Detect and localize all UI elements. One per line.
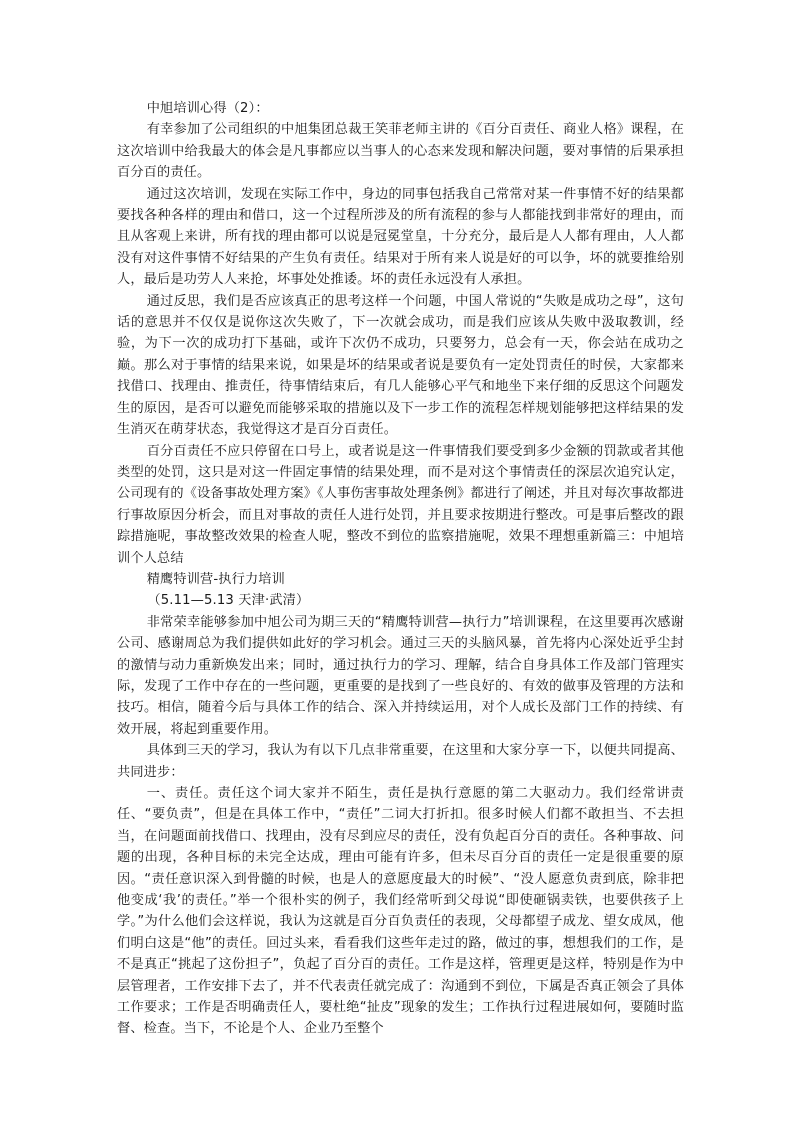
paragraph-findings: 通过这次培训，发现在实际工作中，身边的同事包括我自己常常对某一件事情不好的结果都要找各种各样的理由和借口，这一个过程所涉及的所有流程的参与人都能找到非常好的理由，而且从客观上来讲，所有找的理由都可以说是冠冕堂皇，十分充分，最后是人人都有理由，人人都没有对这件事情不好结果的产生负有责任。结果对于所有来人说是好的可以争，坏的就要推给别人，最后是功劳人人来抢，坏事处处推诿。坏的责任永远没有人承担。 <box>117 186 684 288</box>
document-body <box>117 98 684 1040</box>
paragraph-reflection: 通过反思，我们是否应该真正的思考这样一个问题，中国人常说的“失败是成功之母”，这句话的意思并不仅仅是说你这次失败了，下一次就会成功，而是我们应该从失败中汲取教训，经验，为下一次的成功打下基础，或许下次仍不成功，只要努力，总会有一天，你会站在成功之巅。那么对于事情的结果来说，如果是坏的结果或者说是要负有一定处罚责任的时侯，大家都来找借口、找理由、推责任，待事情结束后，有几人能够心平气和地坐下来仔细的反思这个问题发生的原因，是否可以避免而能够采取的措施以及下一步工作的流程怎样规划能够把这样结果的发生消灭在萌芽状态，我觉得这才是百分百责任。 <box>117 293 684 438</box>
paragraph-sharing: 具体到三天的学习，我认为有以下几点非常重要，在这里和大家分享一下，以便共同提高、共同进步： <box>117 743 684 780</box>
paragraph-responsibility: 百分百责任不应只停留在口号上，或者说是这一件事情我们要受到多少金额的罚款或者其他类型的处罚，这只是对这一件固定事情的结果处理，而不是对这个事情责任的深层次追究认定，公司现有的《设备事故处理方案》《人事伤害事故处理条例》都进行了阐述，并且对每次事故都进行事故原因分析会，而且对事故的责任人进行处罚，并且要求按期进行整改。可是事后整改的跟踪措施呢，事故整改效果的检查人呢，整改不到位的监察措施呢，效果不理想重新篇三：中旭培训个人总结 <box>117 443 684 566</box>
paragraph-gratitude: 非常荣幸能够参加中旭公司为期三天的“精鹰特训营—执行力”培训课程，在这里要再次感谢公司、感谢周总为我们提供如此好的学习机会。通过三天的头脑风暴，首先将内心深处近乎尘封的激情与动力重新焕发出来；同时，通过执行力的学习、理解，结合自身具体工作及部门管理实际，发现了工作中存在的一些问题，更重要的是找到了一些良好的、有效的做事及管理的方法和技巧。相信，随着今后与具体工作的结合、深入并持续运用，对个人成长及部门工作的持续、有效开展，将起到重要作用。 <box>117 614 684 737</box>
document-title: 中旭培训心得（2）： <box>146 101 269 116</box>
section-subtitle: 精鹰特训营-执行力培训 <box>146 571 285 587</box>
section-date: （5.11—5.13 天津·武清） <box>147 593 310 609</box>
paragraph-intro: 有幸参加了公司组织的中旭集团总裁王笑菲老师主讲的《百分百责任、商业人格》课程，在这次培训中给我最大的体会是凡事都应以当事人的心态来发现和解决问题，要对事情的后果承担百分百的责任。 <box>117 122 684 181</box>
paragraph-point-one: 一、责任。责任这个词大家并不陌生，责任是执行意愿的第二大驱动力。我们经常讲责任、“要负责”，但是在具体工作中，“责任”二词大打折扣。很多时候人们都不敢担当、不去担当，在问题面前找借口、找理由，没有尽到应尽的责任，没有负起百分百的责任。各种事故、问题的出现，各种目标的未完全达成，理由可能有许多，但未尽百分百的责任一定是很重要的原因。“责任意识深入到骨髓的时候，也是人的意愿度最大的时候”、“没人愿意负责到底，除非把他变成‘我’的责任。”举一个很朴实的例子，我们经常听到父母说“即使砸锅卖铁，也要供孩子上学。”为什么他们会这样说，我认为这就是百分百负责任的表现，父母都望子成龙、望女成凤，他们明白这是“他”的责任。回过头来，看看我们这些年走过的路，做过的事，想想我们的工作，是不是真正“挑起了这份担子”，负起了百分百的责任。工作是这样，管理更是这样，特别是作为中层管理者，工作安排下去了，并不代表责任就完成了：沟通到不到位，下属是否真正领会了具体工作要求；工作是否明确责任人，要杜绝“扯皮”现象的发生；工作执行过程进展如何，要随时监督、检查。当下，不论是个人、企业乃至整个 <box>117 786 684 1037</box>
